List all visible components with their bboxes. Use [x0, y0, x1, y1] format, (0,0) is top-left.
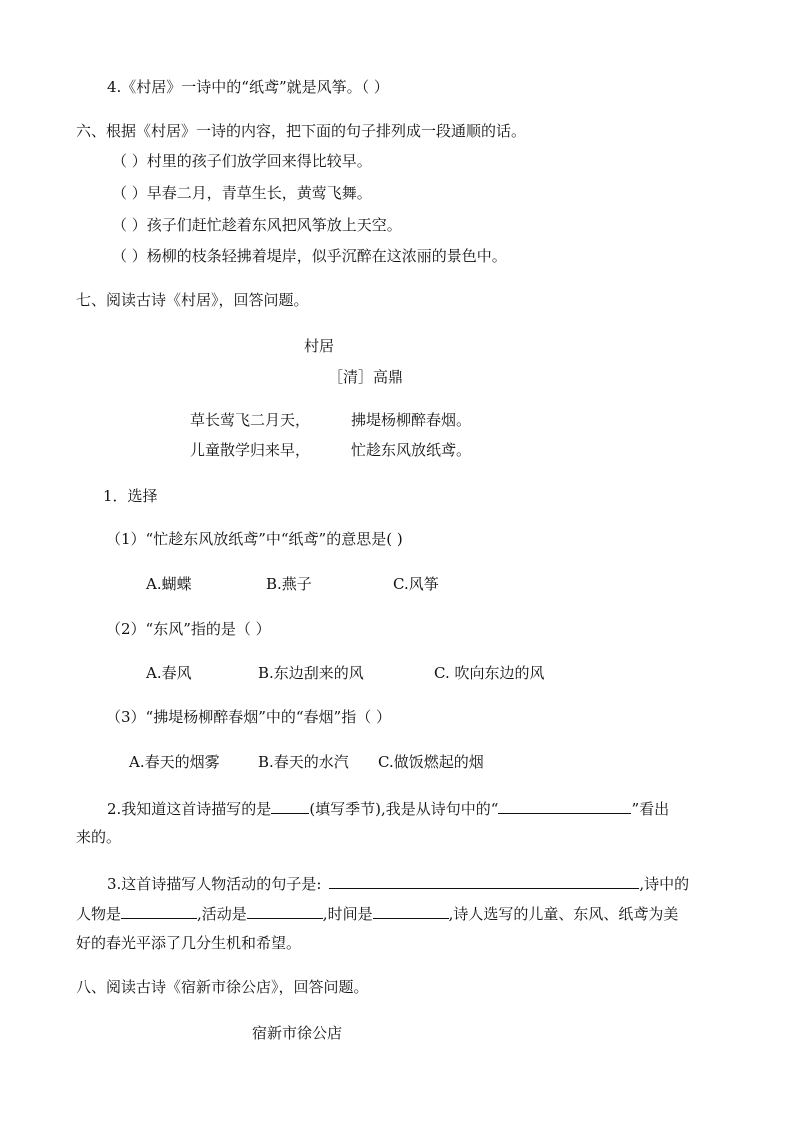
option-b: B.春天的水汽 — [258, 753, 349, 771]
list-item: （ ）村里的孩子们放学回来得比较早。 — [112, 152, 372, 170]
question-3-text: ,诗人选写的儿童、东风、纸鸢为美 — [448, 905, 679, 923]
poem-line: 儿童散学归来早， — [190, 441, 311, 459]
question-3-text: ,活动是 — [197, 905, 247, 923]
question-2-continued: 来的。 — [76, 828, 122, 846]
option-b: B.东边刮来的风 — [258, 664, 364, 682]
question-2 — [107, 797, 669, 820]
option-c: C.风筝 — [393, 575, 439, 593]
question-3-line-3: 好的春光平添了几分生机和希望。 — [76, 934, 302, 952]
section-6-title: 六、根据《村居》一诗的内容，把下面的句子排列成一段通顺的话。 — [76, 122, 527, 140]
question-3-text: 人物是 — [76, 905, 122, 923]
question-2-text: (填写季节),我是从诗句中的“ — [309, 800, 499, 818]
section-7-title: 七、阅读古诗《村居》，回答问题。 — [76, 291, 309, 309]
question-1-3: （3）“拂堤杨柳醉春烟”中的“春烟”指（ ） — [106, 708, 391, 726]
option-a: A.春天的烟雾 — [129, 753, 220, 771]
activity-sentence-blank[interactable] — [329, 872, 639, 889]
character-blank[interactable] — [121, 902, 197, 919]
question-3-line-2 — [76, 902, 678, 925]
option-c: C.做饭燃起的烟 — [378, 753, 484, 771]
activity-blank[interactable] — [247, 902, 323, 919]
question-1-2: （2）“东风”指的是（ ） — [106, 620, 271, 638]
question-3 — [107, 872, 689, 895]
question-2-text: 2.我知道这首诗描写的是 — [107, 800, 272, 818]
poem-title: 村居 — [304, 337, 335, 355]
time-blank[interactable] — [373, 902, 449, 919]
option-a: A.春风 — [146, 664, 192, 682]
list-item: （ ）孩子们赶忙趁着东风把风筝放上天空。 — [112, 216, 402, 234]
poem-line: 忙趁东风放纸鸢。 — [351, 441, 472, 459]
section-8-title: 八、阅读古诗《宿新市徐公店》，回答问题。 — [76, 978, 369, 996]
question-3-text: 3.这首诗描写人物活动的句子是: — [107, 875, 322, 893]
poem-line: 拂堤杨柳醉春烟。 — [351, 411, 472, 429]
verse-blank[interactable] — [498, 797, 631, 814]
question-1-1: （1）“忙趁东风放纸鸢”中“纸鸢”的意思是( ) — [106, 530, 403, 548]
question-3-text: ,时间是 — [322, 905, 373, 923]
list-item: （ ）杨柳的枝条轻拂着堤岸，似乎沉醉在这浓丽的景色中。 — [112, 247, 507, 265]
season-blank[interactable] — [271, 797, 309, 814]
option-a: A.蝴蝶 — [146, 575, 192, 593]
question-3-text: ,诗中的 — [639, 875, 690, 893]
question-1-label: 1．选择 — [103, 487, 158, 505]
question-4: 4.《村居》一诗中的“纸鸢”就是风筝。（ ） — [107, 78, 389, 96]
list-item: （ ）早春二月，青草生长，黄莺飞舞。 — [112, 184, 372, 202]
option-c: C. 吹向东边的风 — [434, 664, 545, 682]
option-b: B.燕子 — [266, 575, 312, 593]
poem-line: 草长莺飞二月天， — [190, 411, 311, 429]
poem-title: 宿新市徐公店 — [252, 1024, 343, 1042]
question-2-text: ”看出 — [631, 800, 670, 818]
poem-author: ［清］高鼎 — [328, 368, 404, 386]
